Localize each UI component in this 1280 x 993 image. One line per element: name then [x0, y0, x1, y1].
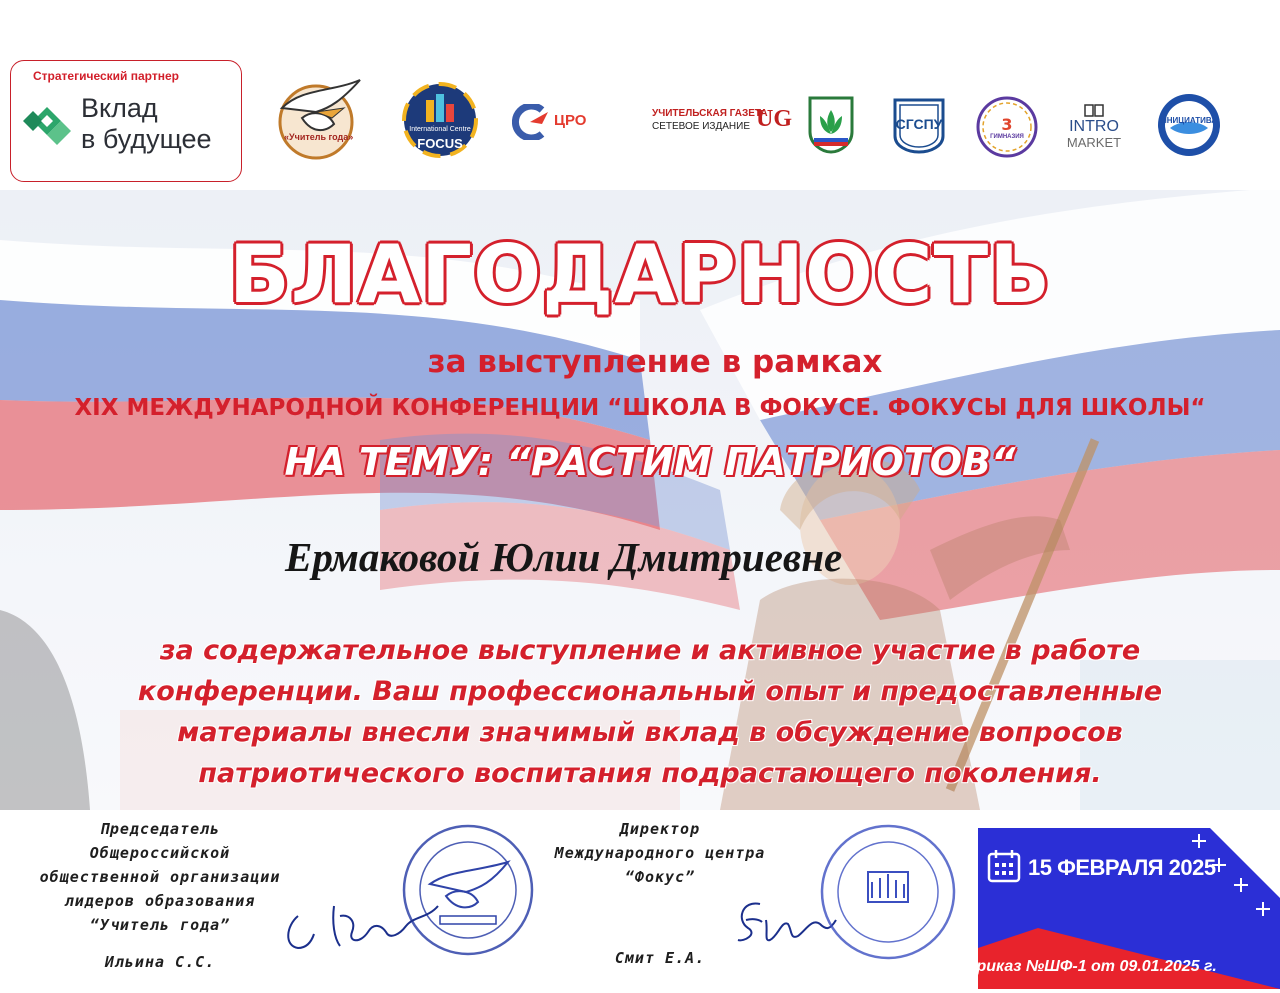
book-icon [1084, 102, 1104, 116]
left-signatory-line-4: лидеров образования [64, 892, 256, 910]
union-logo [806, 96, 856, 154]
focus-logo-caption: International Centre [409, 126, 471, 133]
right-stamp [818, 822, 958, 962]
partner-caption: Стратегический партнер [33, 69, 179, 83]
right-signatory-line-1: Директор [619, 820, 701, 838]
right-signatory-line-3: “Фокус” [624, 868, 696, 886]
cro-logo [512, 104, 624, 140]
focus-logo-text: FOCUS [417, 136, 463, 151]
partner-name [81, 93, 212, 155]
gymnasium-logo-text: ГИМНАЗИЯ [990, 134, 1024, 140]
calendar-icon [986, 848, 1022, 884]
left-signatory-line-3: общественной организации [39, 868, 281, 886]
partner-name-line1: Вклад [81, 93, 158, 123]
initiative-logo [1156, 92, 1222, 158]
order-reference: Приказ №ШФ-1 от 09.01.2025 г. [965, 958, 1217, 975]
cro-logo-text: ЦРО [554, 112, 587, 129]
body-line-1: за содержательное выступление и активное участие в работе [159, 635, 1141, 666]
recipient-name: Ермаковой Юлии Дмитриевне [285, 534, 843, 580]
newspaper-logo-line1: УЧИТЕЛЬСКАЯ ГАЗЕТА [652, 108, 768, 119]
newspaper-logo [652, 106, 790, 136]
focus-logo [398, 82, 482, 158]
left-signature [278, 886, 448, 956]
body-line-2: конференции. Ваш профессиональный опыт и предоставленные [137, 676, 1163, 707]
newspaper-logo-mark: UG [756, 106, 792, 132]
conference-name: XIX МЕЖДУНАРОДНОЙ КОНФЕРЕНЦИИ “ШКОЛА В ФОКУСЕ. ФОКУСЫ ДЛЯ ШКОЛЫ“ [74, 395, 1206, 421]
gymnasium-logo [976, 96, 1038, 158]
svg-text:3: 3 [1001, 115, 1013, 134]
right-signatory-title [525, 817, 795, 889]
right-signatory-line-2: Международного центра [554, 844, 766, 862]
partner-name-line2: в будущее [81, 124, 212, 154]
pelican-logo-text: «Учитель года» [284, 132, 354, 142]
left-signatory-name: Ильина С.С. [104, 953, 216, 971]
left-signatory-line-1: Председатель [99, 820, 221, 838]
right-signatory-name: Смит Е.А. [614, 949, 706, 967]
left-signatory-line-2: Общероссийской [89, 844, 231, 862]
initiative-logo-text: ИНИЦИАТИВА [1160, 116, 1218, 125]
body-line-4: патриотического воспитания подрастающего поколения. [198, 758, 1102, 789]
intro-market-line2: MARKET [1066, 135, 1122, 150]
university-logo [889, 96, 949, 154]
newspaper-logo-line2: СЕТЕВОЕ ИЗДАНИЕ [652, 121, 750, 132]
intro-market-logo [1062, 100, 1126, 152]
left-signatory-line-5: “Учитель года” [89, 916, 231, 934]
vklad-diamond-icon [19, 93, 75, 149]
theme-title: НА ТЕМУ: “РАСТИМ ПАТРИОТОВ“ [284, 440, 1016, 484]
university-logo-text: СГСПУ [895, 116, 943, 132]
certificate-body [120, 630, 1180, 794]
pelican-logo [272, 78, 364, 160]
body-line-3: материалы внесли значимый вклад в обсуждение вопросов [177, 717, 1123, 748]
event-date: 15 ФЕВРАЛЯ 2025 [1028, 855, 1216, 880]
left-signatory-title [15, 817, 305, 937]
strategic-partner-logo [10, 60, 242, 182]
certificate-title: БЛАГОДАРНОСТЬ [228, 228, 1052, 321]
certificate-subtitle: за выступление в рамках [427, 344, 883, 380]
plus-decoration-icon [1185, 830, 1275, 930]
intro-market-line1: INTRO [1069, 118, 1119, 135]
